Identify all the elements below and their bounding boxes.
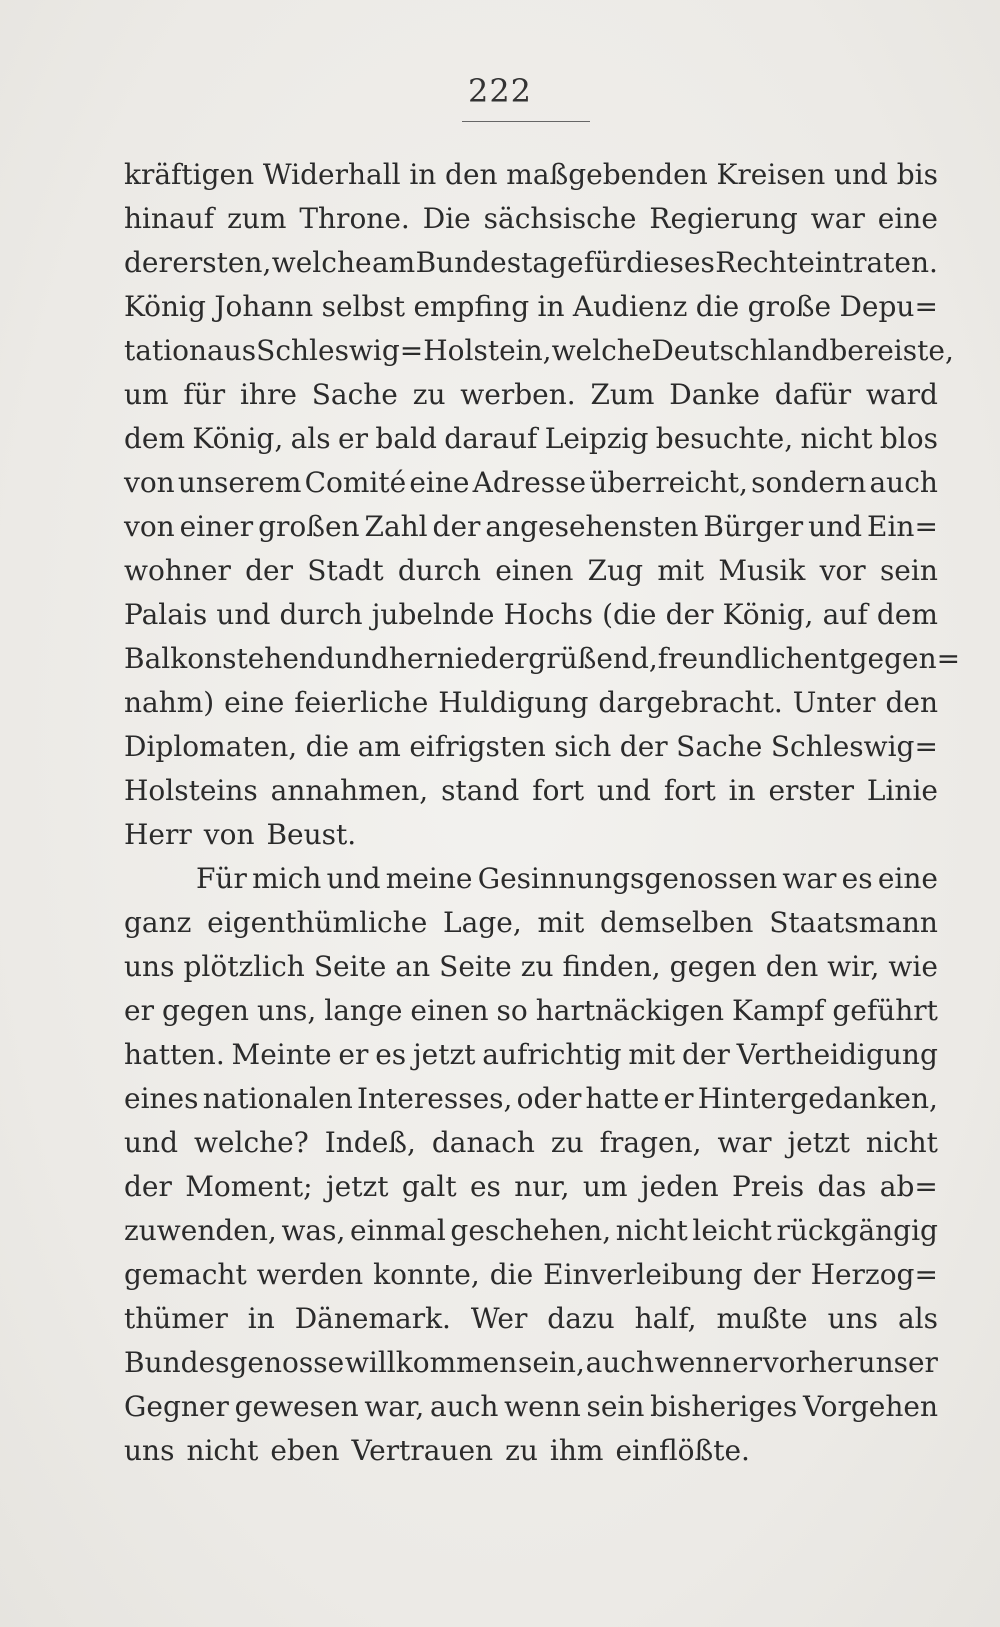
text-line: dem König, als er bald darauf Leipzig besuchte, nicht blos (124, 422, 938, 455)
text-line: hinauf zum Throne. Die sächsische Regierung war eine (124, 202, 938, 235)
text-line: wohner der Stadt durch einen Zug mit Musik vor sein (124, 554, 938, 587)
text-line: von unserem Comité eine Adresse überreicht, sondern auch (124, 466, 938, 499)
text-line: König Johann selbst empfing in Audienz die große Depu= (124, 290, 938, 323)
text-line: Bundesgenosse willkommen sein, auch wenn er vorher unser (124, 1346, 938, 1379)
body-text (124, 153, 961, 1473)
text-line: nahm) eine feierliche Huldigung dargebracht. Unter den (124, 686, 938, 719)
header-rule (462, 121, 590, 122)
text-line: eines nationalen Interesses, oder hatte er Hintergedanken, (124, 1082, 938, 1115)
text-line: er gegen uns, lange einen so hartnäckigen Kampf geführt (124, 994, 938, 1027)
page-number: 222 (467, 72, 533, 110)
text-line: Balkon stehend und hernieder grüßend, freundlich entgegen= (124, 642, 961, 675)
text-line: Diplomaten, die am eifrigsten sich der Sache Schleswig= (124, 730, 938, 763)
text-line: Holsteins annahmen, stand fort und fort in erster Linie (124, 774, 938, 807)
text-line: tation aus Schleswig=Holstein, welche Deutschland bereiste, (124, 334, 954, 367)
text-line: der ersten, welche am Bundestage für dieses Recht eintraten. (124, 246, 938, 279)
text-line: zuwenden, was, einmal geschehen, nicht leicht rückgängig (124, 1214, 938, 1247)
text-line: Gegner gewesen war, auch wenn sein bisheriges Vorgehen (124, 1390, 938, 1423)
text-line: gemacht werden konnte, die Einverleibung der Herzog= (124, 1258, 938, 1291)
text-line: uns nicht eben Vertrauen zu ihm einflößte. (124, 1434, 750, 1467)
text-line: Für mich und meine Gesinnungsgenossen war es eine (196, 862, 938, 895)
text-line: hatten. Meinte er es jetzt aufrichtig mit der Vertheidigung (124, 1038, 938, 1071)
text-line: Palais und durch jubelnde Hochs (die der König, auf dem (124, 598, 938, 631)
text-line: Herr von Beust. (124, 818, 357, 851)
text-line: und welche? Indeß, danach zu fragen, war jetzt nicht (124, 1126, 938, 1159)
text-line: thümer in Dänemark. Wer dazu half, mußte uns als (124, 1302, 938, 1335)
text-line: der Moment; jetzt galt es nur, um jeden Preis das ab= (124, 1170, 938, 1203)
text-line: um für ihre Sache zu werben. Zum Danke dafür ward (124, 378, 938, 411)
text-line: ganz eigenthümliche Lage, mit demselben Staatsmann (124, 906, 938, 939)
paragraph (124, 857, 938, 1473)
paragraph (124, 153, 961, 857)
text-line: kräftigen Widerhall in den maßgebenden Kreisen und bis (124, 158, 938, 191)
text-line: uns plötzlich Seite an Seite zu finden, gegen den wir, wie (124, 950, 938, 983)
text-line: von einer großen Zahl der angesehensten Bürger und Ein= (124, 510, 938, 543)
